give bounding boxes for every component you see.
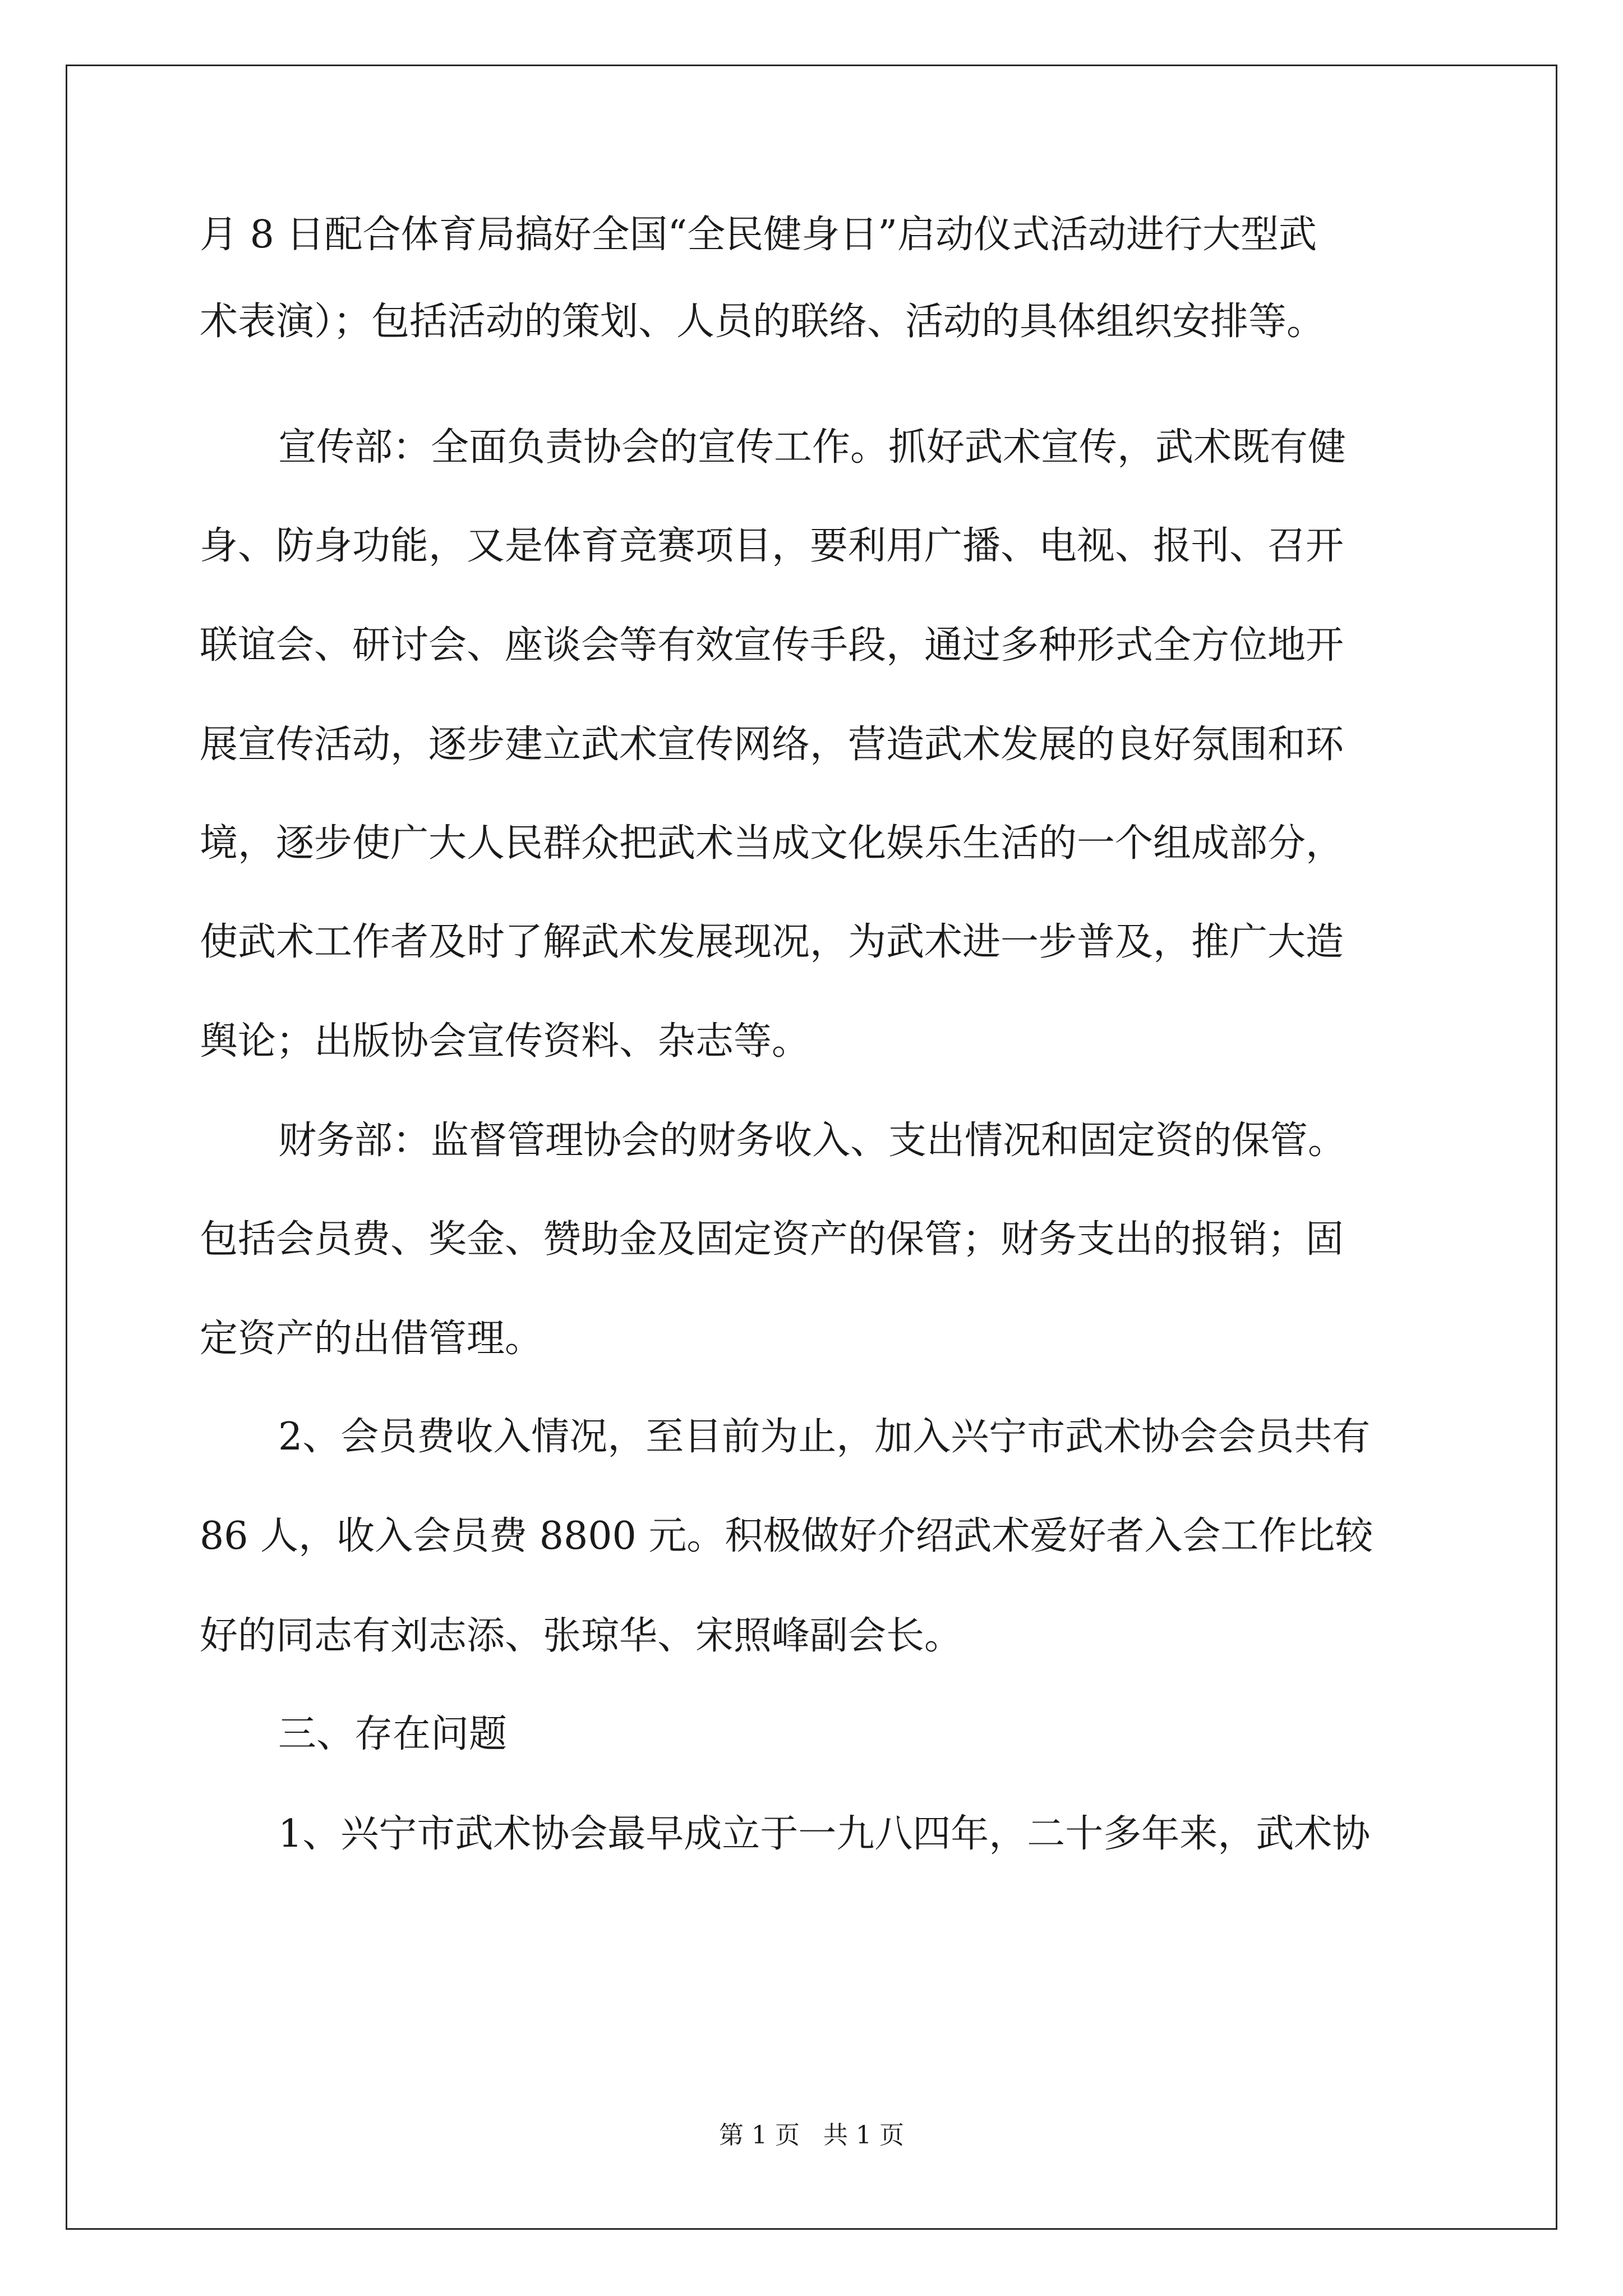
paragraph-line: 展宣传活动，逐步建立武术宣传网络，营造武术发展的良好氛围和环 <box>200 723 1344 767</box>
paragraph-line: 包括会员费、奖金、赞助金及固定资产的保管；财务支出的报销；固 <box>200 1217 1344 1262</box>
paragraph-line: 舆论；出版协会宣传资料、杂志等。 <box>200 1019 810 1064</box>
paragraph-line: 联谊会、研讨会、座谈会等有效宣传手段，通过多种形式全方位地开 <box>200 623 1344 668</box>
paragraph-line: 月 8 日配合体育局搞好全国“全民健身日”启动仪式活动进行大型武 <box>200 213 1317 257</box>
paragraph-line: 宣传部：全面负责协会的宣传工作。抓好武术宣传，武术既有健 <box>278 425 1347 470</box>
page-number-footer: 第 1 页 共 1 页 <box>719 2121 904 2150</box>
paragraph-line: 术表演）；包括活动的策划、人员的联络、活动的具体组织安排等。 <box>200 300 1325 344</box>
paragraph-line: 好的同志有刘志添、张琼华、宋照峰副会长。 <box>200 1614 963 1658</box>
section-heading: 三、存在问题 <box>278 1712 508 1756</box>
paragraph-line: 境，逐步使广大人民群众把武术当成文化娱乐生活的一个组成部分， <box>200 821 1344 866</box>
paragraph-line: 2、会员费收入情况，至目前为止，加入兴宁市武术协会会员共有 <box>278 1415 1371 1459</box>
paragraph-line: 86 人，收入会员费 8800 元。积极做好介绍武术爱好者入会工作比较 <box>200 1514 1373 1558</box>
paragraph-line: 使武术工作者及时了解武术发展现况，为武术进一步普及，推广大造 <box>200 920 1344 964</box>
paragraph-line: 财务部：监督管理协会的财务收入、支出情况和固定资的保管。 <box>278 1119 1347 1163</box>
paragraph-line: 1、兴宁市武术协会最早成立于一九八四年，二十多年来，武术协 <box>278 1812 1371 1856</box>
paragraph-line: 身、防身功能，又是体育竞赛项目，要利用广播、电视、报刊、召开 <box>200 524 1344 568</box>
paragraph-line: 定资产的出借管理。 <box>200 1317 543 1361</box>
